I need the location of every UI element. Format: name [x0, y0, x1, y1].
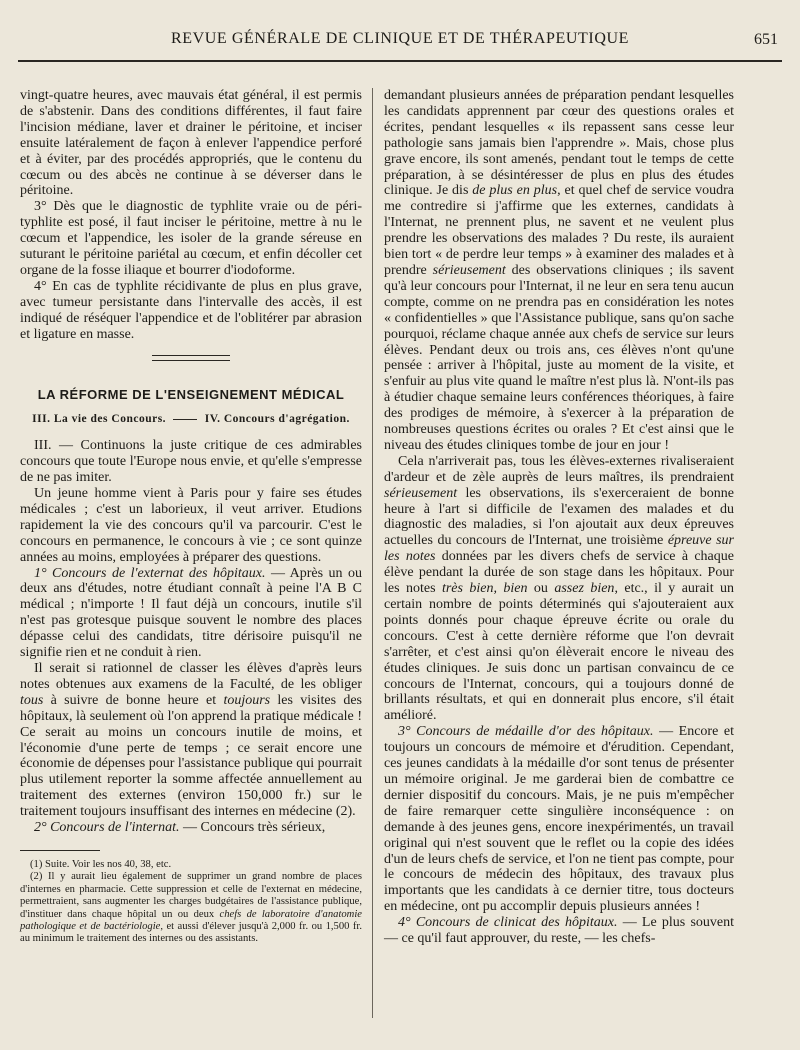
paragraph — [384, 454, 734, 724]
footnote-rule — [20, 850, 100, 851]
paragraph-text: — Après un ou deux ans d'études, notre étudiant connaît à peine l'A B C médical ; n'importe ! Il faut déjà un concours, inutile s'il n'est pas grotesque puisque souvent le nombre des places dépasse celui des candidats, titre dérisoire puisqu'il ne signifie rien et ne conduit à rien. — [20, 565, 362, 661]
section-title: LA RÉFORME DE L'ENSEIGNEMENT MÉDICAL — [37, 386, 345, 402]
paragraph-text: , et quel chef de service voudra me contredire si j'affirme que les externes, candidats à l'Internat, ne prennent plus, ne savent et ne veulent plus prendre les observations des malades ? Du reste, ils auraient bien tort « de perdre leur temps » à examiner des malades et à prendre — [384, 183, 734, 278]
footnote — [20, 871, 362, 945]
emphasis: toujours — [223, 692, 271, 708]
subheading-dash — [173, 419, 197, 420]
paragraph — [20, 566, 362, 661]
paragraph — [384, 724, 734, 915]
paragraph: 3° Dès que le diagnostic de typhlite vraie ou de péri-typhlite est posé, il faut inciser le péritoine, mettre à nu le cœcum et l'appendice, les isoler de la grande séreuse en suturant le péritoine pariétal au cœcum, et enfin décoller cet organe de la fosse iliaque et bourrer d'iodoforme. — [20, 199, 362, 278]
section-separator — [152, 355, 230, 361]
inline-heading: 2° Concours de l'internat. — [34, 820, 180, 836]
footnote-text: (2) Il y aurait lieu également de supprimer un grand nombre de places d'internes en pharmacie. Cette suppression et celle de l'externat en médecine, permettraient, sans augmenter les charges budgétaires de l'assistance publique, d'instituer dans chaque hôpital un ou deux — [20, 871, 362, 920]
paragraph: vingt-quatre heures, avec mauvais état général, il est permis de s'abstenir. Dans des conditions différentes, il faut faire l'incision médiane, laver et drainer le péritoine, et inciser ensuite latéralement de façon à enlever l'appendice perforé et à éviter, par des procédés appropriés, que le contenu du cœcum ou des abcès ne continue à se déverser dans le péritoine. — [20, 88, 362, 199]
paragraph-text: — Le plus souvent — ce qu'il faut approuver, du reste, — les chefs- — [384, 915, 735, 947]
paragraph: III. — Continuons la juste critique de ces admirables concours que toute l'Europe nous envie, et qu'elle s'empresse de ne pas imiter. — [20, 438, 362, 486]
emphasis: sérieusement — [384, 485, 458, 501]
section-subheading — [20, 412, 362, 428]
header-rule — [18, 60, 782, 62]
paragraph-text: , etc., il y aurait un certain nombre de points déterminés qui s'ajouteraient aux points donnés pour chaque épreuve écrite ou orale du concours. C'est à cette dernière réforme que l'on devrait s'arrêter, et c'est ainsi qu'on élèverait encore le niveau des études cliniques. Je suis donc un partisan convaincu de ce concours de l'Internat, concours, qui a toujours donné de brillants résultats, et qui en donnerait plus encore, s'il était amélioré. — [384, 581, 734, 724]
paragraph — [384, 915, 734, 947]
emphasis: assez bien — [554, 581, 615, 597]
paragraph-text: — Encore et toujours un concours de mémoire et d'érudition. Cependant, ces jeunes candidats à la médaille d'or sont tenus de présenter un mémoire original. Je me garderai bien de combattre ce dernier dispositif du concours. Mais, je ne puis m'empêcher de faire remarquer cette singulière inconséquence : on demande à des jeunes gens, encore inexpérimentés, un travail original qui n'est souvent que le reflet ou la copie des idées d'un de leurs chefs de service, et l'on ne tient pas compte, pour le concours de médecin des hôpitaux, des travaux plus importants que les candidats à ce dernier titre, tous docteurs en médecine, ont pu accomplir depuis plusieurs années ! — [384, 724, 734, 915]
paragraph-text: données par les divers chefs de service à chaque élève pendant la durée de son stage dans les hôpitaux. Pour les notes — [384, 549, 734, 597]
paragraph-text: les observations, ils s'exerceraient de bonne heure à l'art si difficile de l'examen des malades et du diagnostic des maladies, si l'on ajoutait aux deux épreuves actuelles du concours de l'Internat, une troisième — [384, 485, 734, 549]
paragraph — [20, 661, 362, 820]
right-column — [384, 88, 734, 947]
emphasis: sérieusement — [432, 262, 506, 278]
running-header — [18, 30, 782, 54]
left-column — [20, 88, 362, 946]
inline-heading: 1° Concours de l'externat des hôpitaux. — [34, 565, 266, 581]
column-divider — [372, 88, 373, 1018]
emphasis: très bien, bien — [441, 581, 528, 597]
paragraph-text: Il serait si rationnel de classer les élèves d'après leurs notes obtenues aux examens de la Faculté, de les obliger — [20, 661, 362, 692]
emphasis: tous — [20, 692, 44, 708]
inline-heading: 3° Concours de médaille d'or des hôpitaux. — [398, 724, 654, 740]
paragraph-text: Cela n'arriverait pas, tous les élèves-externes rivaliseraient d'ardeur et de zèle auprès de leurs maîtres, ils prendraient — [384, 453, 734, 485]
paragraph — [384, 88, 734, 454]
footnote: (1) Suite. Voir les nos 40, 38, etc. — [30, 858, 172, 870]
paragraph — [20, 820, 362, 836]
paragraph: 4° En cas de typhlite récidivante de plus en plus grave, avec tumeur persistante dans l'intervalle des accès, il est indiqué de réséquer l'appendice et de l'oblitérer par abrasion et ligature en masse. — [20, 278, 362, 342]
paragraph-text: — Concours très sérieux, — [179, 820, 326, 836]
journal-title: REVUE GÉNÉRALE DE CLINIQUE ET DE THÉRAPEUTIQUE — [170, 30, 630, 47]
footnotes — [20, 859, 362, 946]
paragraph-text: ou — [527, 581, 555, 597]
paragraph: Un jeune homme vient à Paris pour y faire ses études médicales ; c'est un laborieux, il veut arriver. Etudions rapidement la vie des concours qu'il va parcourir. C'est le concours en permanence, le concours à vie ; ce sont quinze années au moins, employées à préparer des questions. — [20, 486, 362, 565]
emphasis: chefs de laboratoire d'anatomie pathologique et de bactériologie — [20, 908, 362, 932]
subheading-part: IV. Concours d'agrégation. — [204, 413, 350, 426]
emphasis: de plus en plus — [472, 183, 558, 199]
paragraph-text: demandant plusieurs années de préparation pendant lesquelles les candidats apprennent par cœur des questions orales et écrites, pendant lesquelles « ils repassent sans cesse leur pathologie sans jamais bien l'apprendre ». Mais, chose plus grave encore, ils sont amenés, pendant tout le temps de cette préparation, à se désintéresser de plus en plus des études clinique. Je dis — [384, 88, 734, 199]
emphasis: épreuve sur les notes — [384, 533, 734, 565]
paragraph-text: les visites des hôpitaux, là seulement où l'on apprend la pratique médicale ! Ce serait au moins un concours inutile de moins, et l'économie d'une perte de temps ; ce serait encore une économie de dépenses pour l'assistance publique qui pourrait plus utilement reporter la somme affectée annuellement au traitement des externes (environ 150,000 fr.) sur le traitement toujours insuffisant des internes en médecine (2). — [20, 692, 362, 820]
page-number: 651 — [754, 31, 778, 48]
inline-heading: 4° Concours de clinicat des hôpitaux. — [398, 915, 618, 931]
paragraph-text: à suivre de bonne heure et — [43, 692, 224, 708]
footnote-text: , et aussi d'élever jusqu'à 2,000 fr. ou 1,500 fr. au minimum le traitement des internes ou des assistants. — [20, 921, 363, 945]
subheading-part: III. La vie des Concours. — [32, 413, 167, 426]
paragraph-text: des observations cliniques ; ils savent qu'à leur concours pour l'Internat, il ne leur en sera tenu aucun compte, comme on ne prendra pas en considération les notes « confidentielles » que l'Assistance publique, sans qu'on sache pourquoi, réclame chaque année aux chefs de service sur leurs élèves. Pendant deux ou trois ans, ces élèves n'ont qu'une pensée : arriver à l'hôpital, juste au moment de la visite, et s'enfuir au plus vite quand le maître n'est plus là. N'ont-ils pas à étudier chaque semaine leurs conférences théoriques, à faire des prodiges de mémoire, à s'exercer à la préparation de nombreuses questions écrites ou orales ? Et c'est ainsi que le niveau des études cliniques tombe de jour en jour ! — [384, 262, 734, 453]
